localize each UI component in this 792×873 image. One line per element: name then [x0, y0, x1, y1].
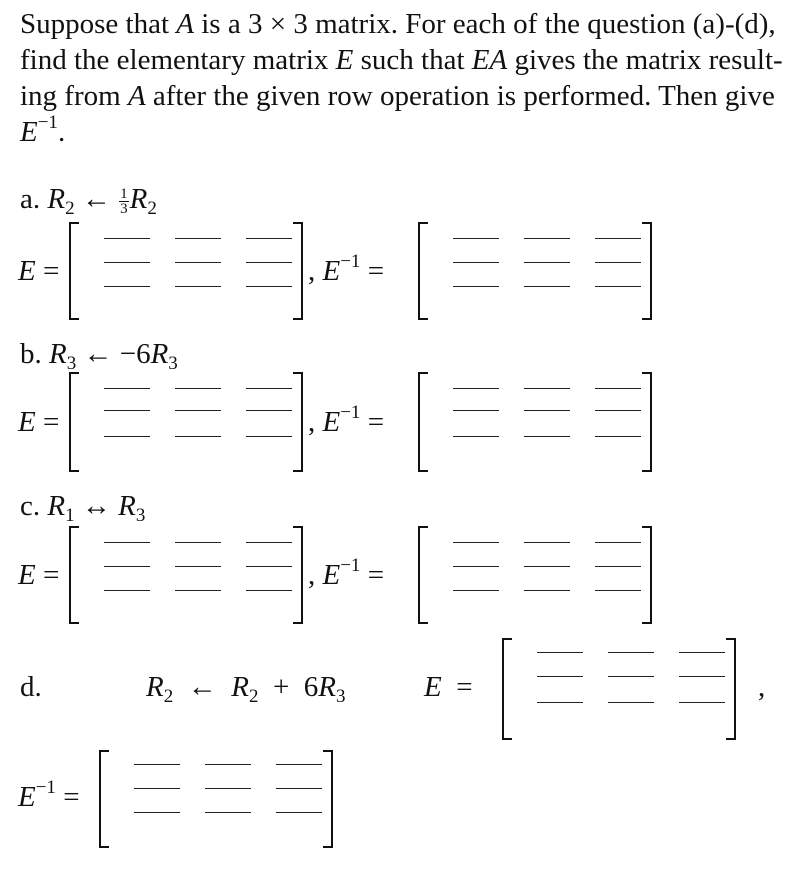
entry-blank[interactable] — [595, 262, 641, 263]
entry-blank[interactable] — [595, 238, 641, 239]
entry-blank[interactable] — [453, 388, 499, 389]
part-c-Einv-label: , $E^{-1}$ = — [308, 555, 385, 591]
entry-blank[interactable] — [679, 702, 725, 703]
entry-blank[interactable] — [679, 676, 725, 677]
entry-blank[interactable] — [453, 436, 499, 437]
entry-blank[interactable] — [608, 676, 654, 677]
entry-blank[interactable] — [246, 286, 292, 287]
entry-blank[interactable] — [175, 590, 221, 591]
part-a-operation: a. $R_2$ ← $\frac{1}{3}$ $R_2$ — [20, 183, 157, 219]
entry-blank[interactable] — [205, 788, 251, 789]
part-d-E-label: E = — [424, 671, 473, 703]
entry-blank[interactable] — [524, 566, 570, 567]
part-c-matrix-E — [69, 526, 303, 624]
entry-blank[interactable] — [453, 542, 499, 543]
entry-blank[interactable] — [524, 262, 570, 263]
part-a-Einv-label: , $E^{-1}$ = — [308, 251, 385, 287]
entry-blank[interactable] — [595, 388, 641, 389]
entry-blank[interactable] — [453, 262, 499, 263]
entry-blank[interactable] — [524, 286, 570, 287]
entry-blank[interactable] — [246, 388, 292, 389]
entry-blank[interactable] — [595, 590, 641, 591]
part-d-operation: $R_2$ ← $R_2 + 6R_3$ — [146, 671, 346, 707]
entry-blank[interactable] — [104, 542, 150, 543]
entry-blank[interactable] — [595, 286, 641, 287]
entry-blank[interactable] — [175, 238, 221, 239]
entry-blank[interactable] — [608, 702, 654, 703]
entry-blank[interactable] — [134, 764, 180, 765]
entry-blank[interactable] — [524, 542, 570, 543]
entry-blank[interactable] — [246, 542, 292, 543]
part-b-matrix-E — [69, 372, 303, 472]
part-a-matrix-Einv — [418, 222, 652, 320]
statement-line-1: Suppose that A is a 3 × 3 matrix. For each of the question (a)-(d), — [20, 8, 776, 40]
entry-blank[interactable] — [175, 262, 221, 263]
entry-blank[interactable] — [453, 566, 499, 567]
entry-blank[interactable] — [524, 388, 570, 389]
entry-blank[interactable] — [537, 702, 583, 703]
entry-blank[interactable] — [537, 652, 583, 653]
part-d-matrix-Einv — [99, 750, 333, 848]
entry-blank[interactable] — [524, 410, 570, 411]
entry-blank[interactable] — [246, 410, 292, 411]
part-d-Einv-label: $E^{-1}$ = — [18, 777, 80, 813]
entry-blank[interactable] — [276, 764, 322, 765]
statement-line-4: $E^{-1}$. — [20, 112, 66, 148]
entry-blank[interactable] — [104, 566, 150, 567]
entry-blank[interactable] — [524, 590, 570, 591]
problem-statement — [20, 6, 783, 150]
fraction-one-third: $\frac{1}{3}$ — [120, 185, 128, 217]
part-c-operation: c. $R_1$ ↔ $R_3$ — [20, 490, 146, 526]
statement-line-2: find the elementary matrix E such that EA gives the matrix result- — [20, 44, 783, 76]
entry-blank[interactable] — [453, 410, 499, 411]
entry-blank[interactable] — [524, 436, 570, 437]
entry-blank[interactable] — [104, 238, 150, 239]
part-d-comma: , — [758, 671, 766, 703]
entry-blank[interactable] — [453, 590, 499, 591]
entry-blank[interactable] — [104, 410, 150, 411]
entry-blank[interactable] — [134, 788, 180, 789]
entry-blank[interactable] — [276, 812, 322, 813]
entry-blank[interactable] — [205, 764, 251, 765]
entry-blank[interactable] — [175, 388, 221, 389]
entry-blank[interactable] — [246, 566, 292, 567]
entry-blank[interactable] — [246, 436, 292, 437]
statement-line-3: ing from A after the given row operation is performed. Then give — [20, 80, 775, 112]
part-c-matrix-Einv — [418, 526, 652, 624]
entry-blank[interactable] — [175, 542, 221, 543]
entry-blank[interactable] — [175, 436, 221, 437]
part-b-operation: b. $R_3$ ← $-6R_3$ — [20, 338, 178, 374]
entry-blank[interactable] — [453, 286, 499, 287]
entry-blank[interactable] — [595, 542, 641, 543]
part-a-matrix-E — [69, 222, 303, 320]
entry-blank[interactable] — [595, 436, 641, 437]
entry-blank[interactable] — [595, 566, 641, 567]
entry-blank[interactable] — [453, 238, 499, 239]
entry-blank[interactable] — [608, 652, 654, 653]
entry-blank[interactable] — [595, 410, 641, 411]
entry-blank[interactable] — [537, 676, 583, 677]
part-a-E-label: E = — [18, 255, 60, 287]
part-c-E-label: E = — [18, 559, 60, 591]
entry-blank[interactable] — [104, 262, 150, 263]
entry-blank[interactable] — [104, 388, 150, 389]
entry-blank[interactable] — [246, 590, 292, 591]
entry-blank[interactable] — [679, 652, 725, 653]
part-d-label: d. — [20, 671, 42, 703]
entry-blank[interactable] — [246, 238, 292, 239]
entry-blank[interactable] — [205, 812, 251, 813]
entry-blank[interactable] — [104, 436, 150, 437]
entry-blank[interactable] — [276, 788, 322, 789]
part-d-matrix-E — [502, 638, 736, 740]
entry-blank[interactable] — [175, 566, 221, 567]
part-b-E-label: E = — [18, 406, 60, 438]
entry-blank[interactable] — [175, 410, 221, 411]
part-b-matrix-Einv — [418, 372, 652, 472]
entry-blank[interactable] — [104, 286, 150, 287]
entry-blank[interactable] — [134, 812, 180, 813]
entry-blank[interactable] — [175, 286, 221, 287]
entry-blank[interactable] — [104, 590, 150, 591]
entry-blank[interactable] — [524, 238, 570, 239]
part-b-Einv-label: , $E^{-1}$ = — [308, 402, 385, 438]
entry-blank[interactable] — [246, 262, 292, 263]
